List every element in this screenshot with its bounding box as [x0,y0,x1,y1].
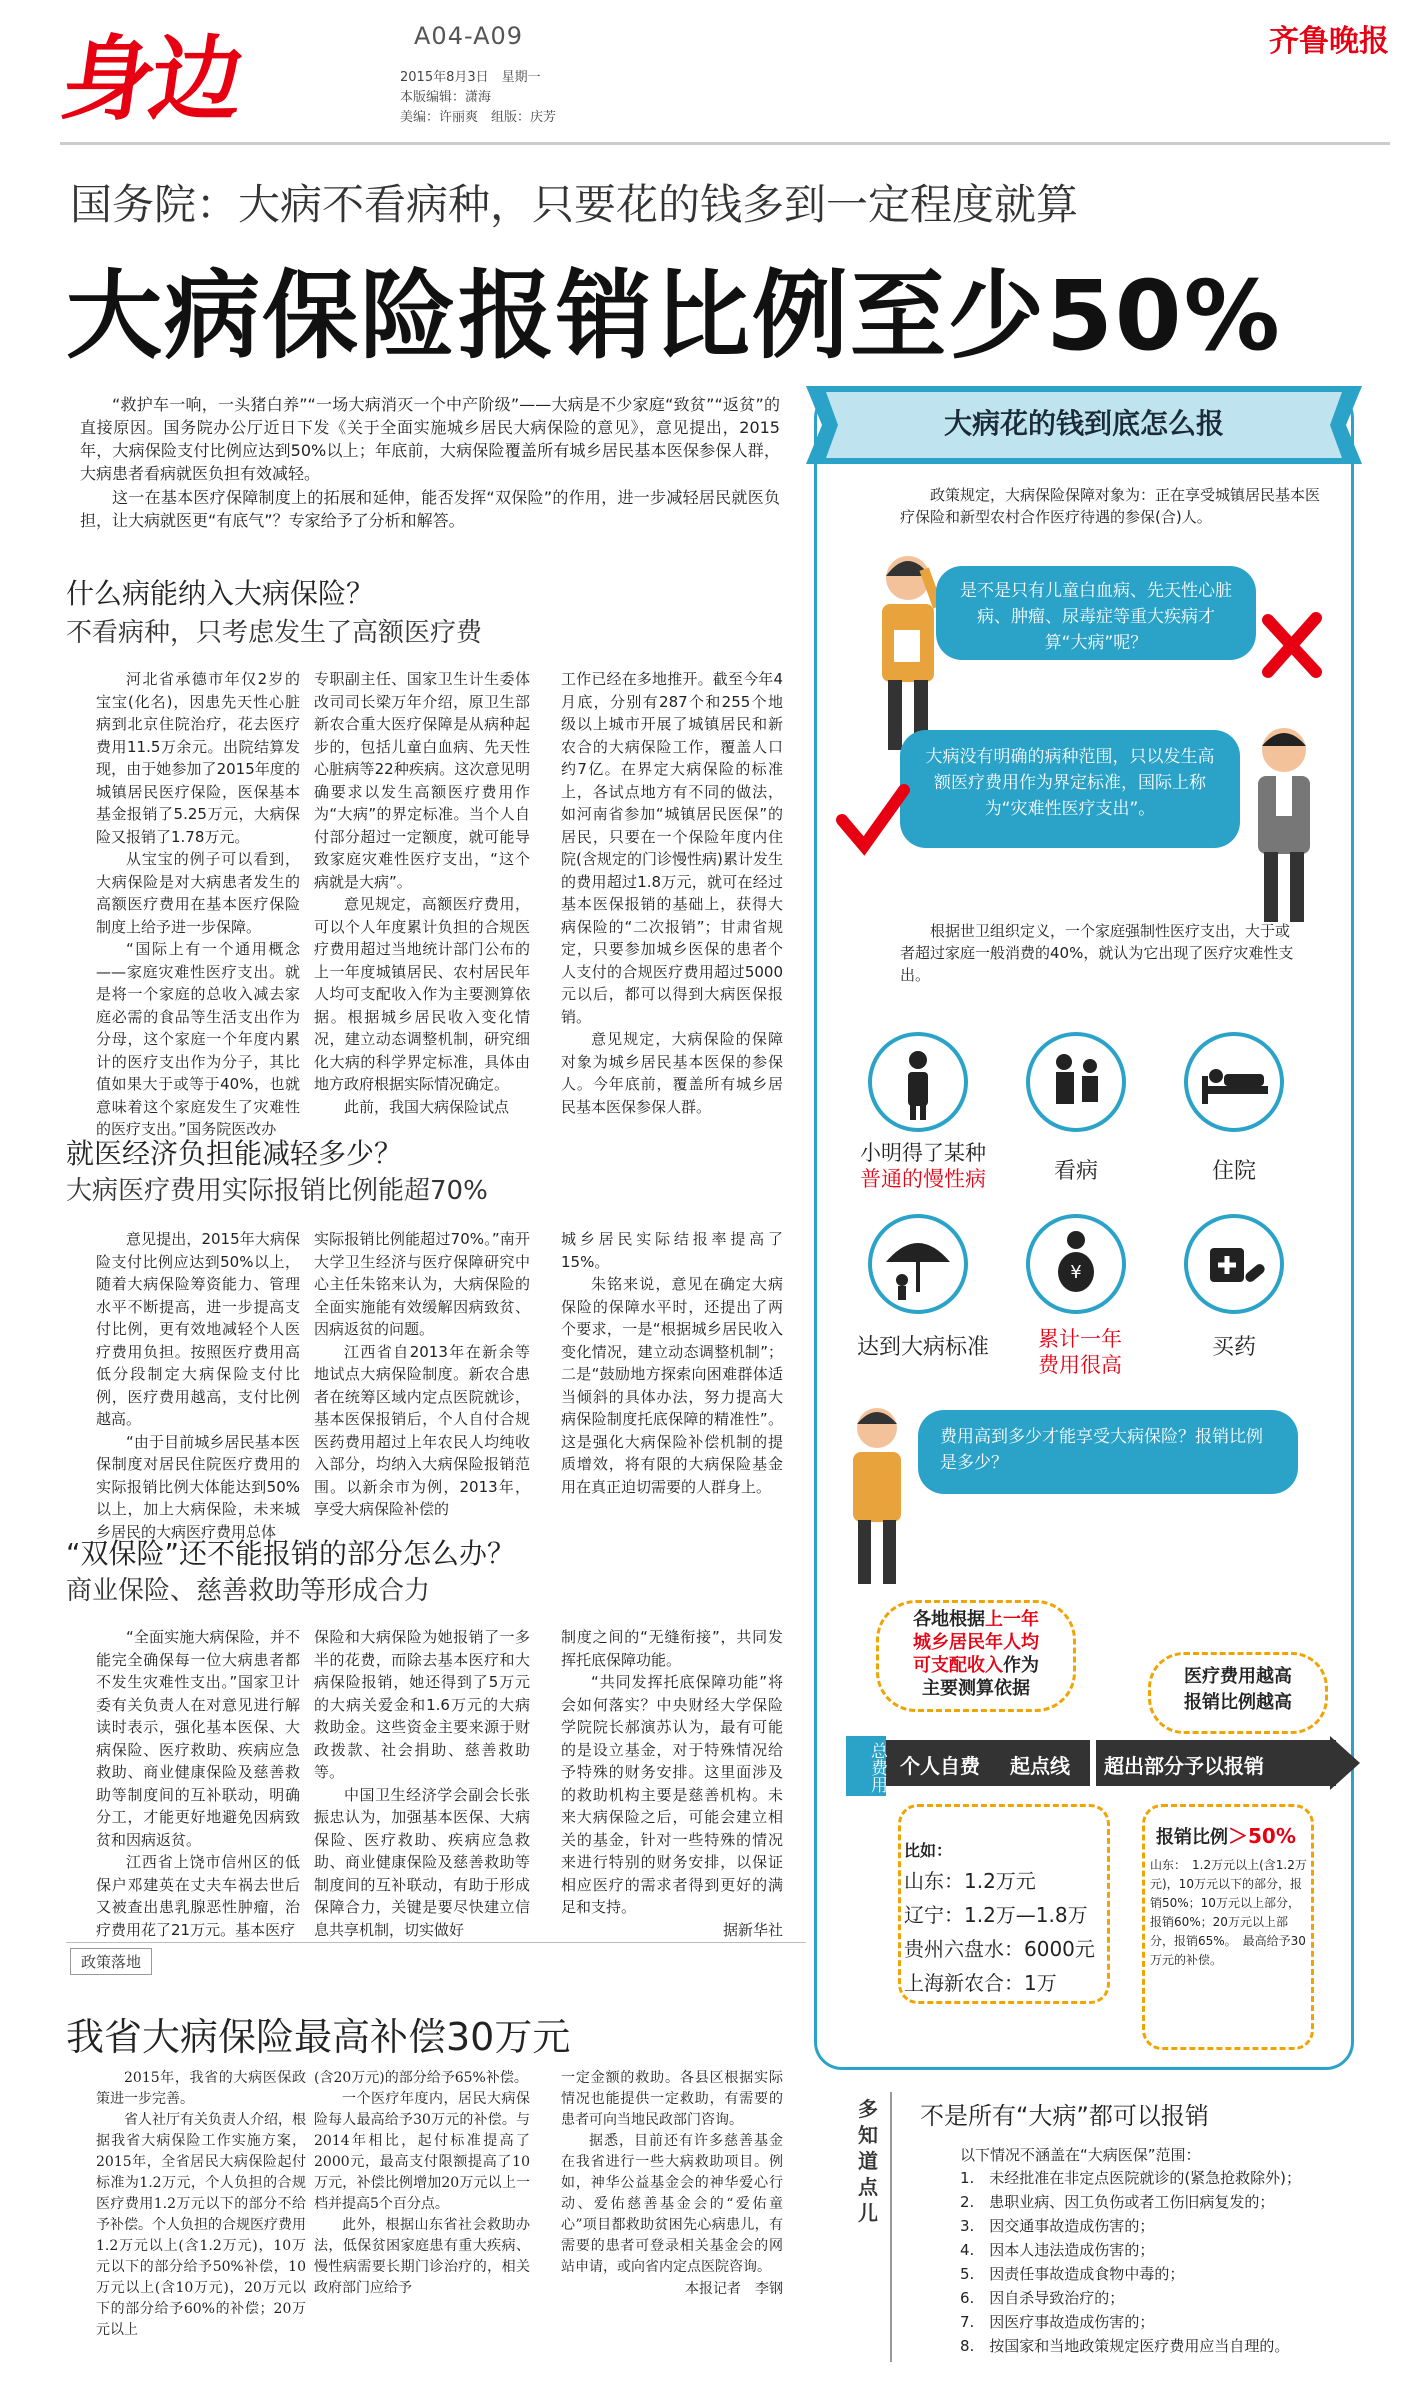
paragraph: 从宝宝的例子可以看到，大病保险是对大病患者发生的高额医疗费用在基本医疗保险制度上给予进一步保障。 [96,850,300,936]
paragraph: (含20万元)的部分给予65%补偿。 [314,2070,528,2086]
paragraph: 工作已经在多地推开。截至今年4月底，分别有287个和255个地级以上城市开展了城镇居民和新农合的大病保险工作，覆盖人口约7亿。在界定大病保险的标准上，各试点地方有不同的做法，如河南省参加“城镇居民医保”的居民，只要在一个保险年度内住院(含规定的门诊慢性病)累计发生的费用超过1.8万元，就可在经过基本医保报销的基础上，获得大病保险的“二次报销”；甘肃省规定，只要参加城乡医保的患者个人支付的合规医疗费用超过5000元以后，都可以得到大病医保报销。 [561,670,783,1026]
paragraph: 河北省承德市年仅2岁的宝宝(化名)，因患先天性心脏病到北京住院治疗，花去医疗费用11.5万余元。出院结算发现，由于她参加了2015年度的城镇居民医疗保险，医保基本基金报销了5.25万元，大病保险又报销了1.78万元。 [96,670,300,846]
tips-item: 8. 按国家和当地政策规定医疗费用应当自理的。 [960,2337,1290,2355]
threshold-marker [1090,1730,1096,1790]
policy-tag: 政策落地 [70,1948,152,1975]
s2-heading: 就医经济负担能减轻多少？ [66,1137,403,1170]
s1-column-3 [561,668,783,1118]
lead-paragraph-1: “救护车一响，一头猪白养”“一场大病消灭一个中产阶级”——大病是不少家庭“致贫”“返贫”的直接原因。国务院办公厅近日下发《关于全面实施城乡居民大病保险的意见》，意见提出，2015年，大病保险支付比例应达到50%以上；年底前，大病保险覆盖所有城乡居民基本医保参保人群，大病患者看病就医负担有效减轻。 [80,395,780,483]
axis-threshold: 起点线 [1010,1754,1070,1778]
s1-heading: 什么病能纳入大病保险？ [66,577,375,610]
paragraph: 江西省自2013年在新余等地试点大病保险制度。新农合患者在统筹区域内定点医院就诊，基本医保报销后，个人自付合规医药费用超过上年农民人均纯收入部分，均纳入大病保险报销范围。以新余市为例，2013年，享受大病保险补偿的 [314,1342,530,1518]
lead-paragraph-2: 这一在基本医疗保障制度上的拓展和延伸，能否发挥“双保险”的作用，进一步减轻居民就医负担，让大病就医更“有底气”？专家给予了分析和解答。 [80,488,780,530]
tips-item: 1. 未经批准在非定点医院就诊的(紧急抢救除外)； [960,2169,1302,2187]
tips-intro: 以下情况不涵盖在“大病医保”范围： [960,2146,1201,2164]
paragraph: 此前，我国大病保险试点 [344,1097,510,1116]
ratio-value: ＞50% [1228,1824,1296,1848]
examples-list [904,1864,1114,2000]
issue-date: 2015年8月3日 星期一 [400,70,541,85]
cost-question-bubble: 费用高到多少才能享受大病保险？报销比例是多少？ [918,1410,1298,1494]
tips-divider [890,2092,892,2362]
higher-text-2: 报销比例越高 [1184,1692,1292,1713]
step-5-line-2: 费用很高 [1038,1353,1122,1377]
who-definition: 根据世卫组织定义，一个家庭强制性医疗支出，大于或者超过家庭一般消费的40%，就认为它出现了医疗灾难性支出。 [900,922,1294,984]
paragraph: 一个医疗年度内，居民大病保险每人最高给予30万元的补偿。与2014年相比，起付标准提高了2000元，最高支付限额提高了10万元，补偿比例增加20万元以上一档并提高5个百分点。 [314,2091,530,2212]
article-headline: 大病保险报销比例至少50% [66,260,1282,372]
paragraph: “共同发挥托底保障功能”将会如何落实？中央财经大学保险学院院长郝演苏认为，最有可能的是设立基金，对于特殊情况给予特殊的财务安排。这里面涉及的救助机构主要是慈善机构。未来大病保险之后，可能会建立相关的基金，针对一些特殊的情况来进行特别的财务安排，以保证相应医疗的需求者得到更好的满足和支持。 [561,1673,783,1916]
s1-column-1 [96,668,300,1141]
hospital-bed-icon [1184,1032,1284,1132]
s2-column-1 [96,1228,300,1543]
paragraph: 朱铭来说，意见在确定大病保险的保障水平时，还提出了两个要求，一是“根据城乡居民收入变化情况，建立动态调整机制”；二是“鼓励地方探索向困难群体适当倾斜的具体办法，努力提高大病保险制度托底保障的精准性”。这是强化大病保险补偿机制的提质增效，将有限的大病保险基金用在真正迫切需要的人群身上。 [561,1275,783,1496]
paragraph: 江西省上饶市信州区的低保户邓建英在丈夫车祸去世后又被查出患乳腺恶性肿瘤，治疗费用花了21万元。基本医疗 [96,1853,300,1939]
step-4-label: 达到大病标准 [856,1335,989,1360]
paragraph: 此外，根据山东省社会救助办法，低保贫困家庭患有重大疾病、慢性病需要长期门诊治疗的，相关政府部门应给予 [314,2217,530,2296]
red-cross-icon [1260,610,1324,680]
higher-text-1: 医疗费用越高 [1184,1666,1292,1687]
s3-subheading: 商业保险、慈善救助等形成合力 [66,1576,431,1606]
example-place: 贵州六盘水： [904,1937,1024,1961]
example-value: 6000元 [1024,1937,1095,1961]
paragraph: 中国卫生经济学会副会长张振忠认为，加强基本医保、大病保险、医疗救助、疾病应急救助、商业健康保险及慈善救助等制度间的互补联动，有助于形成保障合力，关键是要尽快建立信息共享机制，切实做好 [314,1785,530,1939]
s3-column-2 [314,1626,530,1941]
paragraph: 省人社厅有关负责人介绍，根据我省大病保险工作实施方案，2015年，全省居民大病保险起付标准为1.2万元，个人负担的合规医疗费用1.2万元以下的部分不给予补偿。个人负担的合规医疗费用1.2万元以上(含1.2万元)，10万元以下的部分给予50%补偿，10万元以上(含10万元)，20万元以下的部分给予60%的补偿；20万元以上 [96,2112,306,2338]
check-icon [834,780,910,860]
paragraph: 实际报销比例能超过70%。”南开大学卫生经济与医疗保障研究中心主任朱铭来认为，大病保险的全面实施能有效缓解因病致贫、因病返贫的问题。 [314,1230,530,1338]
money-person-icon [1026,1214,1126,1314]
step-1-line-2: 普通的慢性病 [860,1167,986,1191]
higher-text [1150,1664,1326,1716]
axis-total-label: 总费用 [846,1736,886,1796]
question-bubble: 是不是只有儿童白血病、先天性心脏病、肿瘤、尿毒症等重大疾病才算“大病”呢？ [936,566,1256,660]
paragraph: 专职副主任、国家卫生计生委体改司司长梁万年介绍，原卫生部新农合重大医疗保障是从病种起步的，包括儿童白血病、先天性心脏病等22种疾病。这次意见明确要求以发生高额医疗费用作为“大病”的界定标准。当个人自付部分超过一定额度，就可能导致家庭灾难性医疗支出，“这个病就是大病”。 [314,670,530,891]
basis-text-4: 可支配收入 [913,1655,1003,1676]
step-2-label: 看病 [1053,1159,1098,1184]
s3-column-3 [561,1626,783,1941]
person-question-icon [868,548,948,758]
umbrella-icon [868,1214,968,1314]
example-value: 1.2万元 [964,1869,1036,1893]
byline: 据新华社 [722,1920,783,1939]
s1-column-2 [314,668,530,1118]
tips-list [960,2166,1350,2358]
s3-heading: “双保险”还不能报销的部分怎么办？ [66,1537,516,1570]
person-phone-icon [1244,720,1324,930]
header-divider [60,142,1390,145]
step-5-label [1010,1326,1150,1378]
paragraph: 据悉，目前还有许多慈善基金在我省进行一些大病救助项目。例如，神华公益基金会的神华爱心行动、爱佑慈善基金会的“爱佑童心”项目都救助贫困先心病患儿，有需要的患者可登录相关基金会的网站申请，或向省内定点医院咨询。 [561,2133,783,2275]
tips-item: 4. 因本人违法造成伤害的； [960,2241,1155,2259]
step-3-label: 住院 [1211,1159,1256,1184]
step-1-line-1: 小明得了某种 [860,1141,986,1165]
person-thinking-icon [840,1400,914,1590]
section-divider [66,1942,806,1943]
example-item [904,1864,1114,1898]
basis-text-5: 作为 [1003,1655,1039,1676]
article-kicker: 国务院：大病不看病种，只要花的钱多到一定程度就算 [70,180,1079,229]
tips-side-label: 多知道点儿 [858,2097,878,2225]
example-item [904,1898,1114,1932]
local-headline: 我省大病保险最高补偿30万元 [66,2015,571,2059]
basis-text [886,1608,1066,1700]
paragraph: 2015年，我省的大病医保政策进一步完善。 [96,2070,306,2107]
step-6-label: 买药 [1211,1335,1256,1360]
patient-icon [868,1032,968,1132]
paragraph: 一定金额的救助。各县区根据实际情况也能提供一定救助，有需要的患者可向当地民政部门咨询。 [561,2070,783,2128]
tips-item: 7. 因医疗事故造成伤害的； [960,2313,1155,2331]
local-column-2 [314,2068,530,2299]
step-5-line-1: 累计一年 [1038,1327,1122,1351]
example-value: 1.2万—1.8万 [964,1903,1088,1927]
local-column-1 [96,2068,306,2341]
step-1-label [838,1140,1008,1192]
paragraph: 意见规定，大病保险的保障对象为城乡居民基本医保的参保人。今年底前，覆盖所有城乡居民基本医保参保人群。 [561,1030,783,1116]
s2-column-3 [561,1228,783,1498]
tips-item: 2. 患职业病、因工负伤或者工伤旧病复发的； [960,2193,1275,2211]
paragraph: “由于目前城乡居民基本医保制度对居民住院医疗费用的实际报销比例大体能达到50%以上，加上大病保险，未来城乡居民的大病医疗费用总体 [96,1432,300,1541]
paragraph: 意见提出，2015年大病保险支付比例应达到50%以上，随着大病保险筹资能力、管理水平不断提高，进一步提高支付比例，更有效地减轻个人医疗费用负担。按照医疗费用高低分段制定大病保险支付比例，医疗费用越高，支付比例越高。 [96,1230,300,1428]
svg-text:¥: ¥ [1070,1262,1082,1283]
editor-credit: 本版编辑：潇海 [400,90,492,105]
tips-title: 不是所有“大病”都可以报销 [920,2102,1209,2130]
s2-subheading: 大病医疗费用实际报销比例能超70% [66,1176,488,1206]
medicine-icon [1184,1214,1284,1314]
example-value: 1万 [1024,1971,1057,1995]
s1-subheading: 不看病种，只考虑发生了高额医疗费 [66,618,483,648]
examples-title: 比如： [904,1841,953,1860]
designer-credit: 美编：许丽爽 组版：庆芳 [400,110,557,125]
example-place: 上海新农合： [904,1971,1024,1995]
tips-item: 6. 因自杀导致治疗的； [960,2289,1125,2307]
paragraph: “全面实施大病保险，并不能完全确保每一位大病患者都不发生灾难性支出。”国家卫计委有关负责人在对意见进行解读时表示，强化基本医保、大病保险、医疗救助、疾病应急救助、商业健康保险及慈善救助等制度间的互补联动，明确分工，才能更好地避免因病致贫和因病返贫。 [96,1628,300,1849]
axis-self-pay: 个人自费 [900,1754,980,1778]
example-item [904,1932,1114,1966]
paper-logo: 齐鲁晚报 [1269,24,1389,59]
masthead-logo: 身边 [55,26,247,133]
example-place: 山东： [904,1869,964,1893]
byline: 本报记者 李钢 [685,2281,783,2297]
s2-column-2 [314,1228,530,1521]
paragraph: “国际上有一个通用概念——家庭灾难性医疗支出。就是将一个家庭的总收入减去家庭必需的食品等生活支出作为分母，这个家庭一个年度内累计的医疗支出作为分子，其比值如果大于或等于40%，也就意味着这个家庭发生了灾难性的医疗支出。”国务院医改办 [96,940,300,1138]
basis-text-6: 主要测算依据 [922,1678,1030,1699]
s3-column-1 [96,1626,300,1941]
axis-reimbursed: 超出部分予以报销 [1104,1754,1264,1778]
basis-text-1: 各地根据 [913,1609,985,1630]
basis-text-2: 上一年 [985,1609,1039,1630]
tips-item: 5. 因责任事故造成食物中毒的； [960,2265,1185,2283]
paragraph: 城乡居民实际结报率提高了15%。 [561,1230,783,1271]
panel-intro: 政策规定，大病保险保障对象为：正在享受城镇居民基本医疗保险和新型农村合作医疗待遇的参保(合)人。 [900,486,1321,526]
ratio-title: 报销比例 [1156,1827,1228,1848]
paragraph: 意见规定，高额医疗费用，可以个人年度累计负担的合规医疗费用超过当地统计部门公布的上一年度城镇居民、农村居民年人均可支配收入作为主要测算依据。根据城乡居民收入变化情况，建立动态调整机制，研究细化大病的科学界定标准，具体由地方政府根据实际情况确定。 [314,895,530,1093]
ratio-note: 山东： 1.2万元以上(含1.2万元)，10万元以下的部分，报销50%；10万元以上部分，报销60%；20万元以上部分，报销65%。 最高给予30万元的补偿。 [1150,1858,1307,1967]
panel-title: 大病花的钱到底怎么报 [943,407,1224,440]
paragraph: 保险和大病保险为她报销了一多半的花费，而除去基本医疗和大病保险报销，她还得到了5万元的大病关爱金和1.6万元的大病救助金。这些资金主要来源于财政拨款、社会捐助、慈善救助等。 [314,1628,530,1781]
page-range: A04-A09 [414,22,524,50]
example-place: 辽宁： [904,1903,964,1927]
paragraph: 制度之间的“无缝衔接”，共同发挥托底保障功能。 [561,1628,783,1669]
example-item [904,1966,1114,2000]
tips-item: 3. 因交通事故造成伤害的； [960,2217,1155,2235]
axis-arrow-icon [1330,1736,1360,1790]
basis-text-3: 城乡居民年人均 [913,1632,1039,1653]
answer-bubble: 大病没有明确的病种范围，只以发生高额医疗费用作为界定标准，国际上称为“灾难性医疗支出”。 [900,730,1240,848]
doctor-icon [1026,1032,1126,1132]
local-column-3 [561,2068,783,2301]
ratio-title-wrap [1156,1820,1296,1849]
